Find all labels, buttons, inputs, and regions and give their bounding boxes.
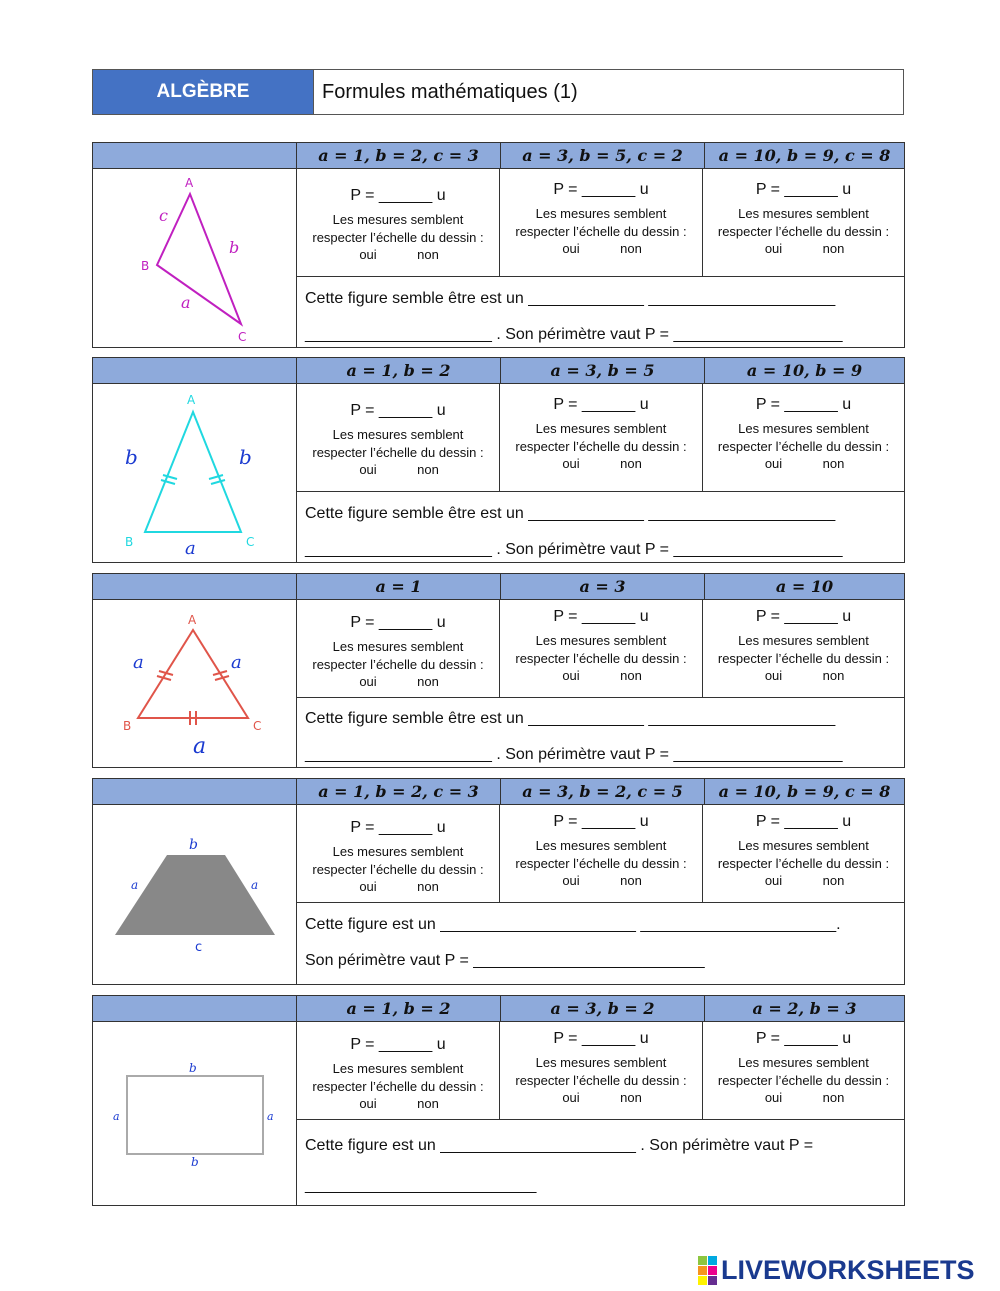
perimeter-line[interactable]: _____________________ . Son périmètre vaut P = ___________________ bbox=[305, 541, 843, 558]
perimeter-field[interactable]: P = ______ u bbox=[755, 1030, 852, 1047]
perimeter-field[interactable]: P = ______ u bbox=[553, 396, 649, 413]
side-label: b bbox=[125, 445, 138, 469]
logo-text: LIVEWORKSHEETS bbox=[721, 1254, 975, 1285]
vertex-label: A bbox=[188, 613, 197, 627]
non-option[interactable]: non bbox=[620, 1090, 642, 1105]
subject-tag: ALGÈBRE bbox=[93, 70, 314, 114]
vertex-label: C bbox=[238, 330, 247, 344]
values-col-1: a = 1, b = 2, c = 3 bbox=[297, 779, 501, 804]
oui-option[interactable]: oui bbox=[764, 668, 783, 683]
values-col-1: a = 1, b = 2, c = 3 bbox=[297, 143, 501, 168]
non-option[interactable]: non bbox=[620, 668, 642, 683]
answer-cell-2: P = ______ u Les mesures semblent respecter l’échelle du dessin : oui non bbox=[500, 805, 703, 902]
side-label: a bbox=[267, 1110, 274, 1123]
perimeter-field[interactable]: P = ______ u bbox=[350, 402, 446, 419]
rectangle-figure bbox=[93, 1022, 297, 1205]
vertex-label: B bbox=[125, 535, 134, 549]
liveworksheets-logo bbox=[698, 1256, 975, 1284]
oui-option[interactable]: oui bbox=[562, 668, 580, 683]
values-col-2: a = 3, b = 2, c = 5 bbox=[501, 779, 705, 804]
non-option[interactable]: non bbox=[620, 456, 642, 471]
oui-option[interactable]: oui bbox=[359, 1096, 377, 1111]
perimeter-field[interactable]: P = ______ u bbox=[553, 608, 649, 625]
side-label: b bbox=[239, 445, 252, 469]
oui-option[interactable]: oui bbox=[764, 873, 783, 888]
values-header bbox=[93, 779, 904, 805]
perimeter-field[interactable]: P = ______ u bbox=[553, 1030, 649, 1047]
non-option[interactable]: non bbox=[822, 241, 845, 256]
vertex-label: C bbox=[253, 719, 262, 733]
side-label: a bbox=[133, 652, 144, 673]
figure-type-line[interactable]: Cette figure semble être est un _____________ _____________________ bbox=[305, 290, 836, 307]
worksheet-title: Formules mathématiques (1) bbox=[322, 80, 578, 103]
oui-option[interactable]: oui bbox=[359, 247, 377, 262]
side-label: b bbox=[191, 1155, 199, 1169]
side-label: a bbox=[231, 652, 242, 673]
non-option[interactable]: non bbox=[417, 247, 439, 262]
oui-option[interactable]: oui bbox=[359, 674, 377, 689]
perimeter-field[interactable]: P = ______ u bbox=[755, 181, 852, 198]
side-label: a bbox=[251, 878, 259, 892]
non-option[interactable]: non bbox=[620, 241, 642, 256]
oui-option[interactable]: oui bbox=[562, 1090, 580, 1105]
non-option[interactable]: non bbox=[417, 674, 439, 689]
answer-cell-1: P = ______ u Les mesures semblent respecter l’échelle du dessin : oui non bbox=[297, 169, 500, 276]
side-label: a bbox=[185, 538, 196, 559]
exercise-block-1 bbox=[92, 142, 905, 348]
answer-cell-2: P = ______ u Les mesures semblent respecter l’échelle du dessin : oui non bbox=[500, 169, 703, 276]
worksheet-header bbox=[92, 69, 904, 115]
non-option[interactable]: non bbox=[822, 873, 845, 888]
values-col-3: a = 10, b = 9 bbox=[746, 361, 863, 380]
side-label: b bbox=[189, 1061, 197, 1075]
equilateral-triangle-figure bbox=[93, 600, 297, 767]
oui-option[interactable]: oui bbox=[562, 241, 580, 256]
oui-option[interactable]: oui bbox=[764, 241, 783, 256]
exercise-block-4 bbox=[92, 778, 905, 985]
answer-cell-2: P = ______ u Les mesures semblent respecter l’échelle du dessin : oui non bbox=[500, 1022, 703, 1119]
answer-cell-3: P = ______ u Les mesures semblent respecter l’échelle du dessin : oui non bbox=[703, 384, 904, 491]
answer-cell-3: P = ______ u Les mesures semblent respecter l’échelle du dessin : oui non bbox=[703, 600, 904, 697]
values-header bbox=[93, 358, 904, 384]
perimeter-field[interactable]: P = ______ u bbox=[350, 187, 446, 204]
non-option[interactable]: non bbox=[822, 456, 845, 471]
side-label: b bbox=[229, 238, 240, 257]
side-label: c bbox=[159, 206, 168, 225]
perimeter-field[interactable]: P = ______ u bbox=[553, 181, 649, 198]
side-label: a bbox=[181, 293, 191, 312]
non-option[interactable]: non bbox=[822, 1090, 845, 1105]
isosceles-triangle-figure bbox=[93, 384, 297, 562]
oui-option[interactable]: oui bbox=[764, 456, 783, 471]
values-col-1: a = 1, b = 2 bbox=[297, 996, 501, 1021]
non-option[interactable]: non bbox=[620, 873, 642, 888]
vertex-label: A bbox=[187, 393, 196, 407]
perimeter-line[interactable]: Son périmètre vaut P = __________________________ bbox=[305, 952, 705, 969]
values-col-2: a = 3, b = 2 bbox=[501, 996, 705, 1021]
exercise-block-3 bbox=[92, 573, 905, 768]
figure-type-line[interactable]: Cette figure est un ______________________ . Son périmètre vaut P = bbox=[305, 1137, 814, 1154]
perimeter-line[interactable]: _____________________ . Son périmètre vaut P = ___________________ bbox=[305, 326, 843, 343]
scalene-triangle-figure bbox=[93, 169, 297, 347]
answer-cell-3: P = ______ u Les mesures semblent respecter l’échelle du dessin : oui non bbox=[703, 169, 904, 276]
figure-type-line[interactable]: Cette figure semble être est un _____________ _____________________ bbox=[305, 710, 836, 727]
perimeter-field[interactable]: P = ______ u bbox=[350, 819, 446, 836]
answer-cell-2: P = ______ u Les mesures semblent respecter l’échelle du dessin : oui non bbox=[500, 384, 703, 491]
values-header bbox=[93, 574, 904, 600]
values-col-3: a = 10, b = 9, c = 8 bbox=[718, 146, 891, 165]
vertex-label: A bbox=[185, 176, 194, 190]
non-option[interactable]: non bbox=[822, 668, 845, 683]
trapezoid-figure bbox=[93, 805, 297, 984]
logo-icon bbox=[698, 1256, 717, 1285]
perimeter-field[interactable]: P = ______ u bbox=[350, 1036, 446, 1053]
answer-cell-3: P = ______ u Les mesures semblent respecter l’échelle du dessin : oui non bbox=[703, 1022, 904, 1119]
values-col-3: a = 10, b = 9, c = 8 bbox=[718, 782, 891, 801]
perimeter-field[interactable]: P = ______ u bbox=[755, 813, 852, 830]
perimeter-field[interactable]: P = ______ u bbox=[755, 396, 852, 413]
oui-option[interactable]: oui bbox=[562, 456, 580, 471]
perimeter-field[interactable]: P = ______ u bbox=[350, 614, 446, 631]
answer-cell-2: P = ______ u Les mesures semblent respecter l’échelle du dessin : oui non bbox=[500, 600, 703, 697]
side-label: b bbox=[189, 837, 198, 853]
non-option[interactable]: non bbox=[417, 462, 439, 477]
perimeter-line[interactable]: _____________________ . Son périmètre vaut P = ___________________ bbox=[305, 746, 843, 763]
vertex-label: B bbox=[123, 719, 132, 733]
vertex-label: C bbox=[246, 535, 255, 549]
perimeter-line[interactable]: __________________________ bbox=[305, 1177, 537, 1194]
oui-option[interactable]: oui bbox=[359, 879, 377, 894]
side-label: a bbox=[131, 878, 139, 892]
figure-type-line[interactable]: Cette figure semble être est un _____________ _____________________ bbox=[305, 505, 836, 522]
values-col-2: a = 3 bbox=[501, 574, 705, 599]
side-label: c bbox=[195, 940, 203, 955]
answer-cell-1: P = ______ u Les mesures semblent respecter l’échelle du dessin : oui non bbox=[297, 1022, 500, 1119]
exercise-block-5 bbox=[92, 995, 905, 1206]
exercise-block-2 bbox=[92, 357, 905, 563]
values-col-1: a = 1 bbox=[297, 574, 501, 599]
oui-option[interactable]: oui bbox=[764, 1090, 783, 1105]
figure-type-line[interactable]: Cette figure est un ______________________ ______________________. bbox=[305, 916, 841, 933]
non-option[interactable]: non bbox=[417, 879, 439, 894]
non-option[interactable]: non bbox=[417, 1096, 439, 1111]
values-col-3: a = 2, b = 3 bbox=[752, 999, 857, 1018]
answer-cell-1: P = ______ u Les mesures semblent respecter l’échelle du dessin : oui non bbox=[297, 805, 500, 902]
values-header bbox=[93, 996, 904, 1022]
side-label: a bbox=[113, 1110, 120, 1123]
perimeter-field[interactable]: P = ______ u bbox=[755, 608, 852, 625]
perimeter-field[interactable]: P = ______ u bbox=[553, 813, 649, 830]
answer-cell-3: P = ______ u Les mesures semblent respecter l’échelle du dessin : oui non bbox=[703, 805, 904, 902]
oui-option[interactable]: oui bbox=[562, 873, 580, 888]
side-label: a bbox=[193, 734, 207, 759]
values-col-3: a = 10 bbox=[775, 577, 834, 596]
answer-cell-1: P = ______ u Les mesures semblent respecter l’échelle du dessin : oui non bbox=[297, 600, 500, 697]
values-col-2: a = 3, b = 5 bbox=[501, 358, 705, 383]
values-col-1: a = 1, b = 2 bbox=[297, 358, 501, 383]
values-col-2: a = 3, b = 5, c = 2 bbox=[501, 143, 705, 168]
values-header bbox=[93, 143, 904, 169]
vertex-label: B bbox=[141, 259, 150, 273]
oui-option[interactable]: oui bbox=[359, 462, 377, 477]
answer-cell-1: P = ______ u Les mesures semblent respecter l’échelle du dessin : oui non bbox=[297, 384, 500, 491]
